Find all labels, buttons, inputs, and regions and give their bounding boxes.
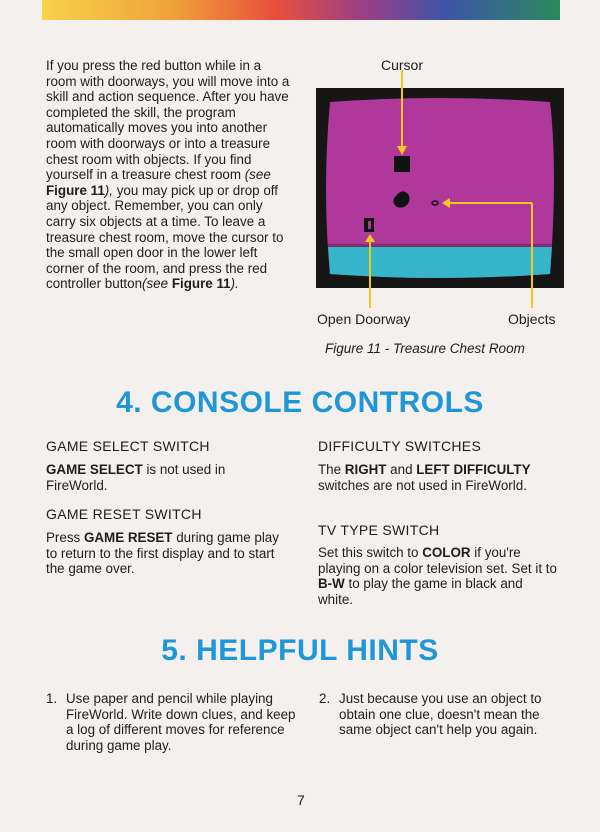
hint-number: 1. <box>46 691 58 706</box>
open-doorway-label: Open Doorway <box>317 311 411 327</box>
game-reset-text: Press GAME RESET during game play to return to the first display and to start the game over. <box>46 530 279 577</box>
difficulty-switches-title: DIFFICULTY SWITCHES <box>318 438 482 454</box>
floor-strip <box>328 246 552 278</box>
game-select-text: GAME SELECT is not used in FireWorld. <box>46 462 226 493</box>
console-controls-heading: 4. CONSOLE CONTROLS <box>116 386 484 419</box>
hint-text: Just because you use an object to obtain one clue, doesn't mean the same object can't help you again. <box>339 691 542 738</box>
game-select-title: GAME SELECT SWITCH <box>46 438 210 454</box>
open-doorway-slot <box>368 221 371 229</box>
game-reset-title: GAME RESET SWITCH <box>46 506 202 522</box>
floor-edge <box>328 244 552 247</box>
hint-item-2 <box>319 691 565 738</box>
difficulty-switches-text: The RIGHT and LEFT DIFFICULTY switches are not used in FireWorld. <box>318 462 531 493</box>
hint-number: 2. <box>319 691 331 706</box>
helpful-hints-heading: 5. HELPFUL HINTS <box>161 634 439 667</box>
hint-text: Use paper and pencil while playing FireWorld. Write down clues, and keep a log of different moves for reference during game play. <box>66 691 296 753</box>
tv-type-text: Set this switch to COLOR if you're playing on a color television set. Set it to B-W to play the game in black and white. <box>318 545 557 607</box>
figure-caption: Figure 11 - Treasure Chest Room <box>325 341 525 356</box>
tv-type-title: TV TYPE SWITCH <box>318 522 440 538</box>
rainbow-header-bar <box>42 0 560 20</box>
page-number: 7 <box>297 792 305 808</box>
hint-item-1 <box>46 691 306 753</box>
intro-paragraph: If you press the red button while in a room with doorways, you will move into a skill and action sequence. After you have completed the skill, the program automatically moves you into another room with doorways or into a treasure chest room with objects. If you find yourself in a treasure chest room (see Figure 11), you may pick up or drop off any object. Remember, you can only carry six objects at a time. To leave a treasure chest room, move the cursor to the small open door in the lower left corner of the room, and press the red controller button(see Figure 11). <box>46 58 290 292</box>
treasure-chest-room-figure <box>316 70 564 310</box>
objects-label: Objects <box>508 311 556 327</box>
cursor-block <box>394 156 410 172</box>
cursor-label: Cursor <box>381 57 424 73</box>
